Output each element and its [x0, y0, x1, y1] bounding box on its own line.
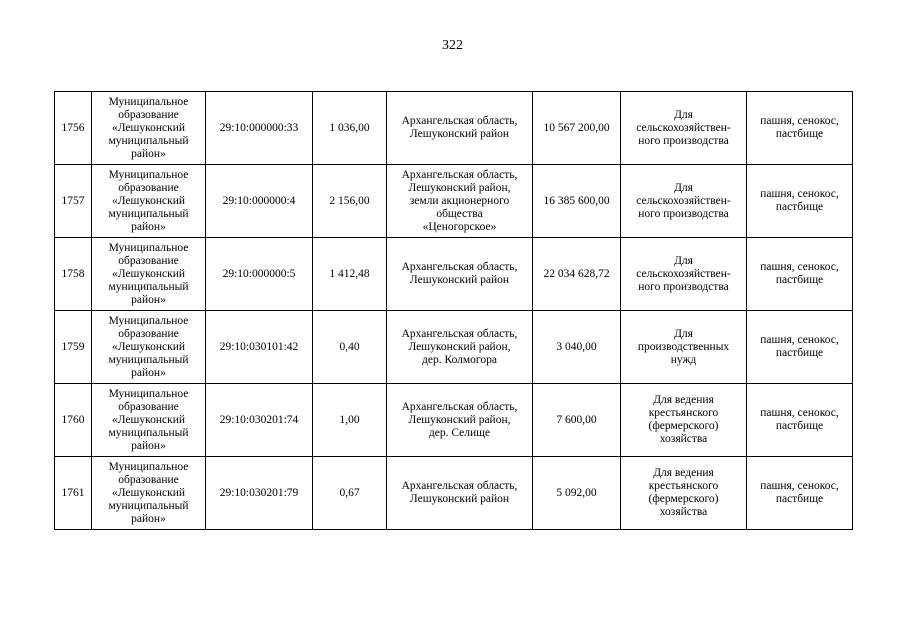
table-row	[55, 457, 853, 530]
purpose-cell: Для сельскохозяйствен- ного производства	[621, 238, 747, 311]
row-number-cell: 1759	[55, 311, 92, 384]
cadastral-number-cell: 29:10:030101:42	[206, 311, 313, 384]
area-cell: 1 036,00	[313, 92, 387, 165]
address-cell: Архангельская область, Лешуконский район	[387, 92, 533, 165]
owner-cell: Муниципальное образование «Лешуконский муниципальный район»	[92, 457, 206, 530]
cadastral-value-cell: 5 092,00	[533, 457, 621, 530]
cadastral-value-cell: 7 600,00	[533, 384, 621, 457]
purpose-cell: Для сельскохозяйствен- ного производства	[621, 165, 747, 238]
table-row	[55, 92, 853, 165]
address-cell: Архангельская область, Лешуконский район	[387, 238, 533, 311]
land-use-cell: пашня, сенокос, пастбище	[747, 384, 853, 457]
table-row	[55, 384, 853, 457]
row-number-cell: 1761	[55, 457, 92, 530]
table-row	[55, 165, 853, 238]
land-use-cell: пашня, сенокос, пастбище	[747, 165, 853, 238]
address-cell: Архангельская область, Лешуконский район, дер. Селище	[387, 384, 533, 457]
cadastral-number-cell: 29:10:030201:79	[206, 457, 313, 530]
owner-cell: Муниципальное образование «Лешуконский муниципальный район»	[92, 165, 206, 238]
address-cell: Архангельская область, Лешуконский район, земли акционерного общества «Ценогорское»	[387, 165, 533, 238]
cadastral-number-cell: 29:10:030201:74	[206, 384, 313, 457]
table-row	[55, 311, 853, 384]
land-registry-table	[54, 91, 853, 530]
table-row	[55, 238, 853, 311]
cadastral-number-cell: 29:10:000000:33	[206, 92, 313, 165]
cadastral-value-cell: 22 034 628,72	[533, 238, 621, 311]
owner-cell: Муниципальное образование «Лешуконский муниципальный район»	[92, 311, 206, 384]
row-number-cell: 1758	[55, 238, 92, 311]
area-cell: 0,67	[313, 457, 387, 530]
area-cell: 0,40	[313, 311, 387, 384]
land-use-cell: пашня, сенокос, пастбище	[747, 238, 853, 311]
cadastral-number-cell: 29:10:000000:4	[206, 165, 313, 238]
owner-cell: Муниципальное образование «Лешуконский муниципальный район»	[92, 238, 206, 311]
cadastral-number-cell: 29:10:000000:5	[206, 238, 313, 311]
purpose-cell: Для ведения крестьянского (фермерского) хозяйства	[621, 384, 747, 457]
row-number-cell: 1760	[55, 384, 92, 457]
owner-cell: Муниципальное образование «Лешуконский муниципальный район»	[92, 92, 206, 165]
land-use-cell: пашня, сенокос, пастбище	[747, 92, 853, 165]
row-number-cell: 1757	[55, 165, 92, 238]
area-cell: 1,00	[313, 384, 387, 457]
purpose-cell: Для сельскохозяйствен- ного производства	[621, 92, 747, 165]
area-cell: 2 156,00	[313, 165, 387, 238]
page-number: 322	[442, 38, 463, 53]
owner-cell: Муниципальное образование «Лешуконский муниципальный район»	[92, 384, 206, 457]
cadastral-value-cell: 3 040,00	[533, 311, 621, 384]
row-number-cell: 1756	[55, 92, 92, 165]
land-use-cell: пашня, сенокос, пастбище	[747, 311, 853, 384]
area-cell: 1 412,48	[313, 238, 387, 311]
land-use-cell: пашня, сенокос, пастбище	[747, 457, 853, 530]
cadastral-value-cell: 10 567 200,00	[533, 92, 621, 165]
purpose-cell: Для производственных нужд	[621, 311, 747, 384]
cadastral-value-cell: 16 385 600,00	[533, 165, 621, 238]
purpose-cell: Для ведения крестьянского (фермерского) хозяйства	[621, 457, 747, 530]
address-cell: Архангельская область, Лешуконский район	[387, 457, 533, 530]
address-cell: Архангельская область, Лешуконский район, дер. Колмогора	[387, 311, 533, 384]
